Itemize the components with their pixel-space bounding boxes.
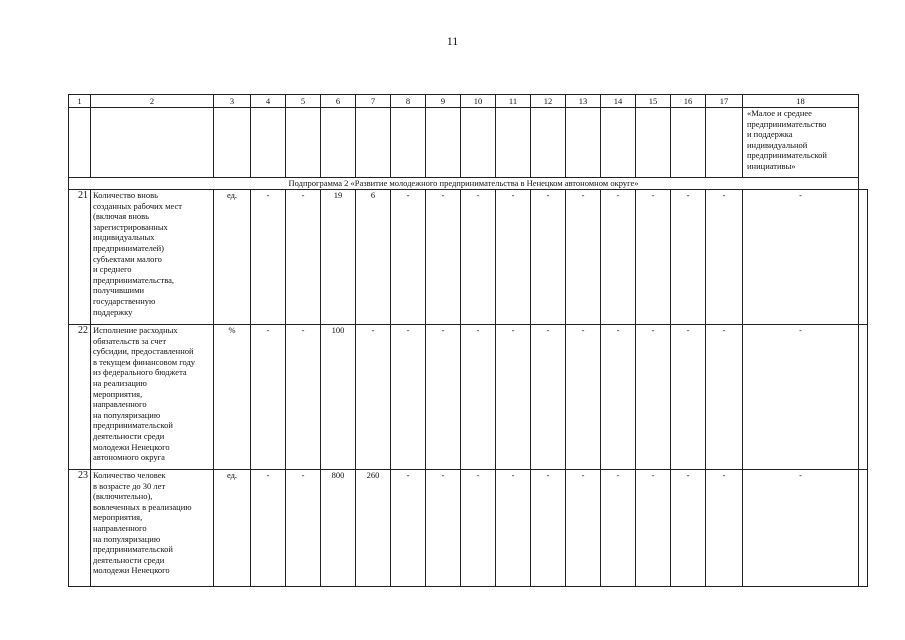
value-cell: - [496,325,531,470]
table-row [69,470,868,587]
header-cell: 15 [636,95,671,108]
header-cell: 17 [706,95,743,108]
header-cell: 10 [461,95,496,108]
value-cell: - [531,325,566,470]
value-cell: - [601,325,636,470]
header-cell: 12 [531,95,566,108]
header-cell: 16 [671,95,706,108]
value-cell: - [636,470,671,587]
value-cell: - [566,325,601,470]
table-row [69,190,868,325]
value-cell: - [461,190,496,325]
value-cell-empty [859,190,868,325]
value-cell: - [743,325,859,470]
value-cell: - [671,190,706,325]
value-cell: 6 [356,190,391,325]
value-cell: - [636,325,671,470]
unit-cell: % [214,325,251,470]
header-cell: 9 [426,95,461,108]
header-cell: 1 [69,95,91,108]
value-cell: - [706,325,743,470]
header-cell: 8 [391,95,426,108]
value-cell: - [426,325,461,470]
value-cell-empty [859,470,868,587]
value-cell: - [391,325,426,470]
header-cell: 3 [214,95,251,108]
value-cell: - [566,470,601,587]
program-row [69,108,868,178]
header-cell: 2 [91,95,214,108]
value-cell: - [743,190,859,325]
value-cell: - [251,325,286,470]
value-cell-empty [859,325,868,470]
value-cell: 100 [321,325,356,470]
header-cell: 11 [496,95,531,108]
value-cell: 260 [356,470,391,587]
value-cell: - [251,190,286,325]
program-name: «Малое и среднее предпринимательство и поддержка индивидуальной предпринимательской инициативы» [743,108,859,178]
header-cell: 13 [566,95,601,108]
value-cell: - [706,190,743,325]
indicator-name: Исполнение расходных обязательств за счет субсидии, предоставленной в текущем финансовом году из федерального бюджета на реализацию мероприятия, направленного на популяризацию предпринимательской деятельности среди молодежи Ненецкого автономного округа [91,325,214,470]
value-cell: - [426,470,461,587]
value-cell: - [286,325,321,470]
value-cell: 19 [321,190,356,325]
row-number: 22 [69,325,91,470]
value-cell: - [391,190,426,325]
value-cell: - [601,470,636,587]
value-cell: - [531,190,566,325]
value-cell: - [391,470,426,587]
header-cell: 6 [321,95,356,108]
value-cell: - [356,325,391,470]
row-number: 23 [69,470,91,587]
unit-cell: ед. [214,190,251,325]
value-cell: - [636,190,671,325]
header-cell: 7 [356,95,391,108]
value-cell: - [531,470,566,587]
value-cell: - [286,470,321,587]
subprogram-title: Подпрограмма 2 «Развитие молодежного предпринимательства в Ненецком автономном округе» [69,178,859,190]
header-cell: 18 [743,95,859,108]
page-number: 11 [446,34,459,48]
header-cell: 5 [286,95,321,108]
value-cell: - [601,190,636,325]
header-cell: 14 [601,95,636,108]
table-row [69,325,868,470]
header-row [69,95,868,108]
value-cell: - [426,190,461,325]
value-cell: 800 [321,470,356,587]
indicator-name: Количество человек в возрасте до 30 лет (включительно), вовлеченных в реализацию мероприятия, направленного на популяризацию предпринимательской деятельности среди молодежи Ненецкого [91,470,214,587]
value-cell: - [251,470,286,587]
row-number: 21 [69,190,91,325]
unit-cell: ед. [214,470,251,587]
value-cell: - [671,470,706,587]
value-cell: - [671,325,706,470]
value-cell: - [743,470,859,587]
value-cell: - [496,190,531,325]
value-cell: - [286,190,321,325]
value-cell: - [496,470,531,587]
value-cell: - [706,470,743,587]
indicator-name: Количество вновь созданных рабочих мест (включая вновь зарегистрированных индивидуальных предпринимателей) субъектами малого и среднего предпринимательства, получившими государственную поддержку [91,190,214,325]
value-cell: - [566,190,601,325]
indicators-table [68,94,868,587]
subprogram-row [69,178,868,190]
value-cell: - [461,470,496,587]
value-cell: - [461,325,496,470]
header-cell: 4 [251,95,286,108]
